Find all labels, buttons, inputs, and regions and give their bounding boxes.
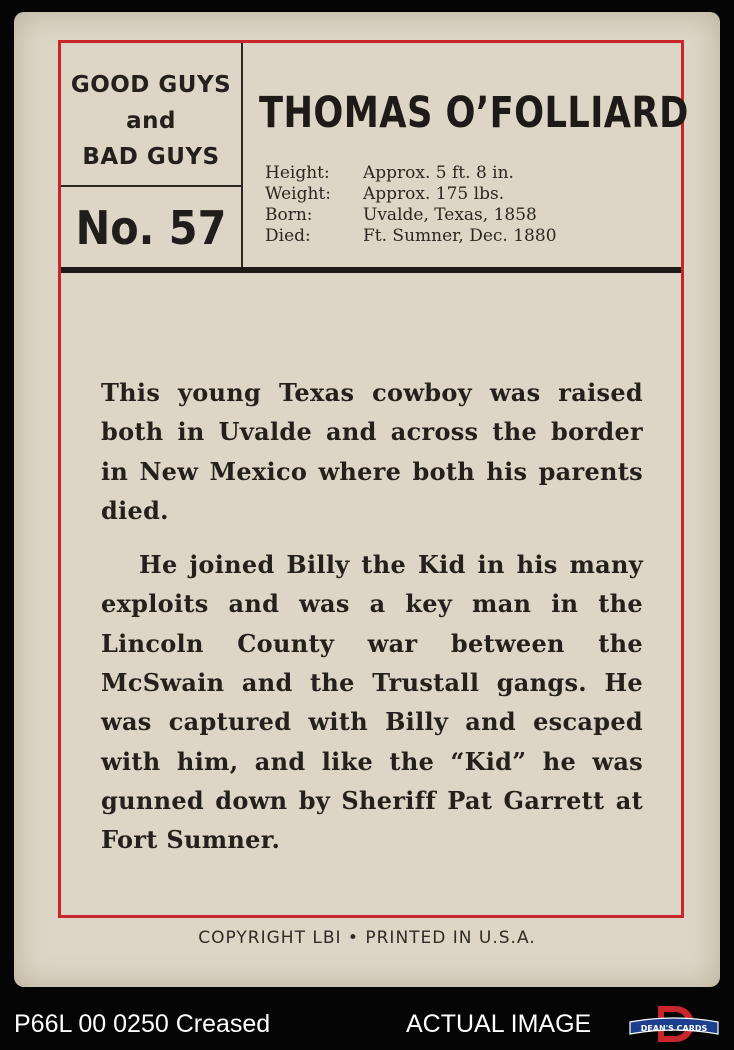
vital-stats <box>265 163 557 247</box>
stat-label: Height: <box>265 163 330 183</box>
stat-value: Approx. 5 ft. 8 in. <box>363 163 514 183</box>
stat-label: Born: <box>265 205 313 225</box>
stat-value: Approx. 175 lbs. <box>363 184 505 204</box>
stat-row-height <box>265 163 557 184</box>
subject-name: THOMAS O’FOLLIARD <box>259 88 689 138</box>
series-line-1: GOOD GUYS <box>70 72 232 98</box>
stat-label: Died: <box>265 226 311 246</box>
biography <box>101 373 643 875</box>
bio-paragraph-2: He joined Billy the Kid in his many exploits and was a key man in the Lincoln County war between the McSwain and the Trustall gangs. He was captured with Billy and escaped with him, and like the “Kid” he was gunned down by Sheriff Pat Garrett at Fort Sumner. <box>101 550 643 855</box>
copyright-line: COPYRIGHT LBI • PRINTED IN U.S.A. <box>198 928 536 948</box>
trading-card-back <box>14 12 720 987</box>
series-box <box>61 43 243 270</box>
item-code-label: P66L 00 0250 Creased <box>14 1010 271 1038</box>
deans-cards-logo <box>628 1004 720 1044</box>
logo-text: DEAN'S CARDS <box>640 1024 708 1033</box>
card-number: No. 57 <box>75 201 227 255</box>
stat-value: Uvalde, Texas, 1858 <box>363 205 537 225</box>
stat-label: Weight: <box>265 184 331 204</box>
series-divider <box>61 185 241 187</box>
stat-row-weight <box>265 184 557 205</box>
bio-paragraph-1: This young Texas cowboy was raised both in Uvalde and across the border in New Mexico where both his parents died. <box>101 378 643 525</box>
red-border-frame <box>58 40 689 918</box>
actual-image-label: ACTUAL IMAGE <box>406 1010 592 1038</box>
stat-value: Ft. Sumner, Dec. 1880 <box>363 226 557 246</box>
stat-row-died <box>265 226 557 247</box>
stat-row-born <box>265 205 557 226</box>
series-line-2: and <box>126 108 176 134</box>
series-title <box>61 67 241 175</box>
series-line-3: BAD GUYS <box>82 144 220 170</box>
header-rule <box>61 267 681 273</box>
